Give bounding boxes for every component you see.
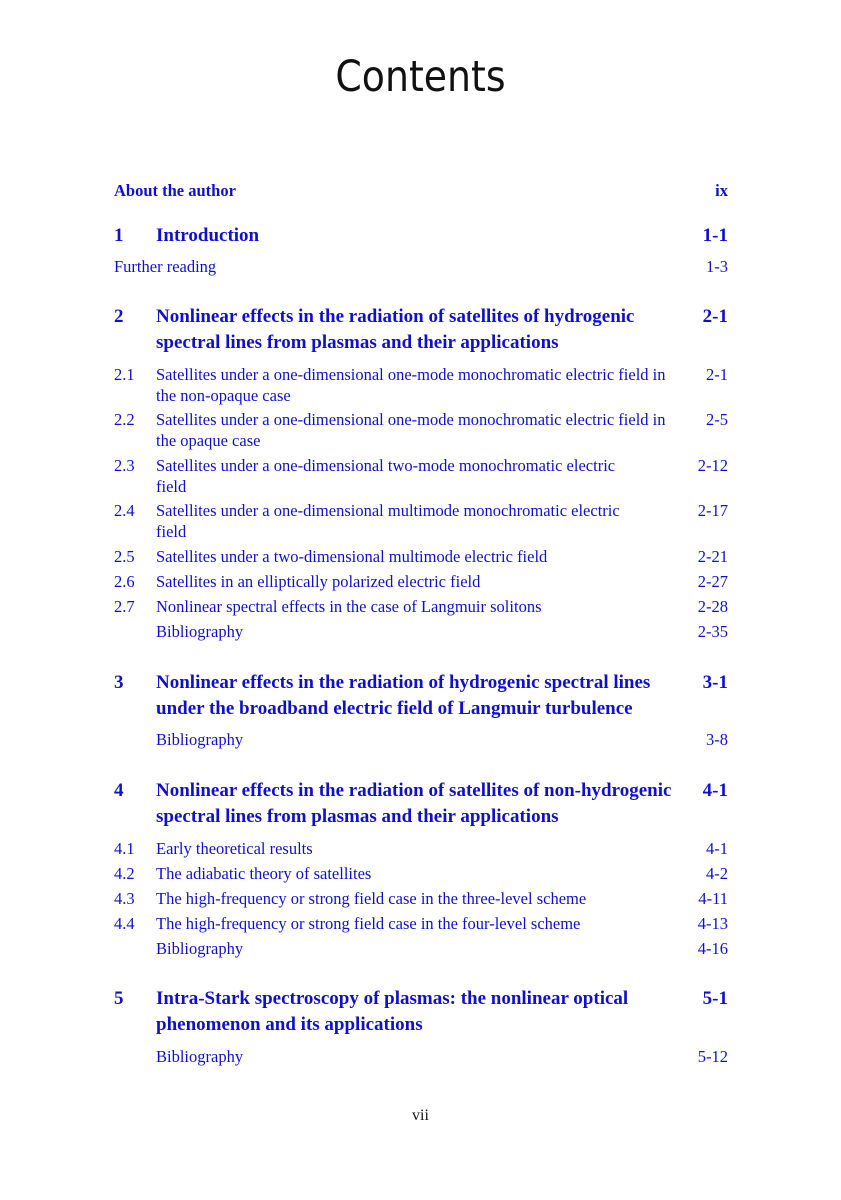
- toc-chapter-title: Intra-Stark spectroscopy of plasmas: the nonlinear optical phenomenon and its applications: [156, 988, 629, 1035]
- toc-section-number: 2.4: [114, 501, 135, 520]
- toc-chapter-number: 2: [114, 306, 124, 327]
- toc-section-title: Satellites under a one-dimensional multimode monochromatic electric field: [156, 501, 620, 541]
- toc-entry-title: Bibliography: [156, 730, 244, 749]
- toc-entry-title: Bibliography: [156, 622, 244, 641]
- toc-chapter-title: Nonlinear effects in the radiation of satellites of non-hydrogenic spectral lines from plasmas and their applications: [156, 780, 672, 827]
- toc-section-title: Satellites under a one-dimensional one-mode monochromatic electric field in the opaque case: [156, 410, 666, 450]
- toc-section-title: Nonlinear spectral effects in the case of Langmuir solitons: [156, 597, 542, 616]
- toc-section-title: Satellites in an elliptically polarized electric field: [156, 572, 481, 591]
- toc-section-number: 2.5: [114, 547, 135, 566]
- toc-chapter-number: 5: [114, 988, 124, 1009]
- toc-entry-page: ix: [715, 181, 728, 200]
- toc-section-number: 2.1: [114, 365, 135, 384]
- page-title: Contents: [335, 52, 506, 102]
- toc-entry-page: 5-12: [697, 1047, 728, 1066]
- toc-section-title: The high-frequency or strong field case in the three-level scheme: [156, 889, 587, 908]
- toc-section-title: The adiabatic theory of satellites: [156, 864, 372, 883]
- toc-section-title: Satellites under a one-dimensional one-mode monochromatic electric field in the non-opaque case: [156, 365, 666, 405]
- toc-section-title: The high-frequency or strong field case in the four-level scheme: [156, 914, 581, 933]
- toc-section-page: 2-28: [697, 597, 728, 616]
- toc-section-title: Satellites under a two-dimensional multimode electric field: [156, 547, 548, 566]
- toc-chapter-number: 4: [114, 780, 124, 801]
- toc-section-page: 2-27: [697, 572, 728, 591]
- toc-chapter-title: Nonlinear effects in the radiation of hydrogenic spectral lines under the broadband electric field of Langmuir turbulence: [156, 672, 651, 719]
- toc-section-page: 2-12: [697, 456, 728, 475]
- toc-section-number: 2.6: [114, 572, 135, 591]
- toc-section-number: 2.3: [114, 456, 135, 475]
- toc-section-number: 4.4: [114, 914, 135, 933]
- toc-section-number: 2.2: [114, 410, 135, 429]
- toc-section-number: 2.7: [114, 597, 135, 616]
- toc-entry-page: 4-16: [697, 939, 728, 958]
- toc-entry-title: Further reading: [114, 257, 217, 276]
- toc-section-title: Early theoretical results: [156, 839, 313, 858]
- toc-entry-page: 1-3: [706, 257, 728, 276]
- toc-section-page: 4-2: [706, 864, 728, 883]
- toc-entry-page: 3-8: [706, 730, 728, 749]
- toc-chapter-number: 3: [114, 672, 124, 693]
- toc-section-number: 4.2: [114, 864, 135, 883]
- page-number: vii: [412, 1107, 429, 1124]
- toc-entry-title: About the author: [114, 181, 236, 200]
- toc-chapter-title: Nonlinear effects in the radiation of satellites of hydrogenic spectral lines from plasmas and their applications: [156, 306, 635, 353]
- toc-section-page: 4-13: [697, 914, 728, 933]
- toc-section-page: 4-1: [706, 839, 728, 858]
- toc-chapter-page: 4-1: [702, 780, 728, 801]
- toc-chapter-page: 5-1: [702, 988, 728, 1009]
- toc-section-number: 4.1: [114, 839, 135, 858]
- toc-chapter-number: 1: [114, 225, 124, 246]
- toc-entry-page: 2-35: [697, 622, 728, 641]
- toc-chapter-page: 1-1: [702, 225, 728, 246]
- toc-section-page: 4-11: [698, 889, 728, 908]
- toc-chapter-title: Introduction: [156, 225, 260, 246]
- toc-entry-title: Bibliography: [156, 939, 244, 958]
- toc-chapter-page: 2-1: [702, 306, 728, 327]
- toc-section-title: Satellites under a one-dimensional two-mode monochromatic electric field: [156, 456, 616, 496]
- toc-section-page: 2-17: [697, 501, 728, 520]
- toc-section-page: 2-5: [706, 410, 728, 429]
- toc-section-page: 2-21: [697, 547, 728, 566]
- toc-section-page: 2-1: [706, 365, 728, 384]
- toc-section-number: 4.3: [114, 889, 135, 908]
- toc-chapter-page: 3-1: [702, 672, 728, 693]
- toc-entry-title: Bibliography: [156, 1047, 244, 1066]
